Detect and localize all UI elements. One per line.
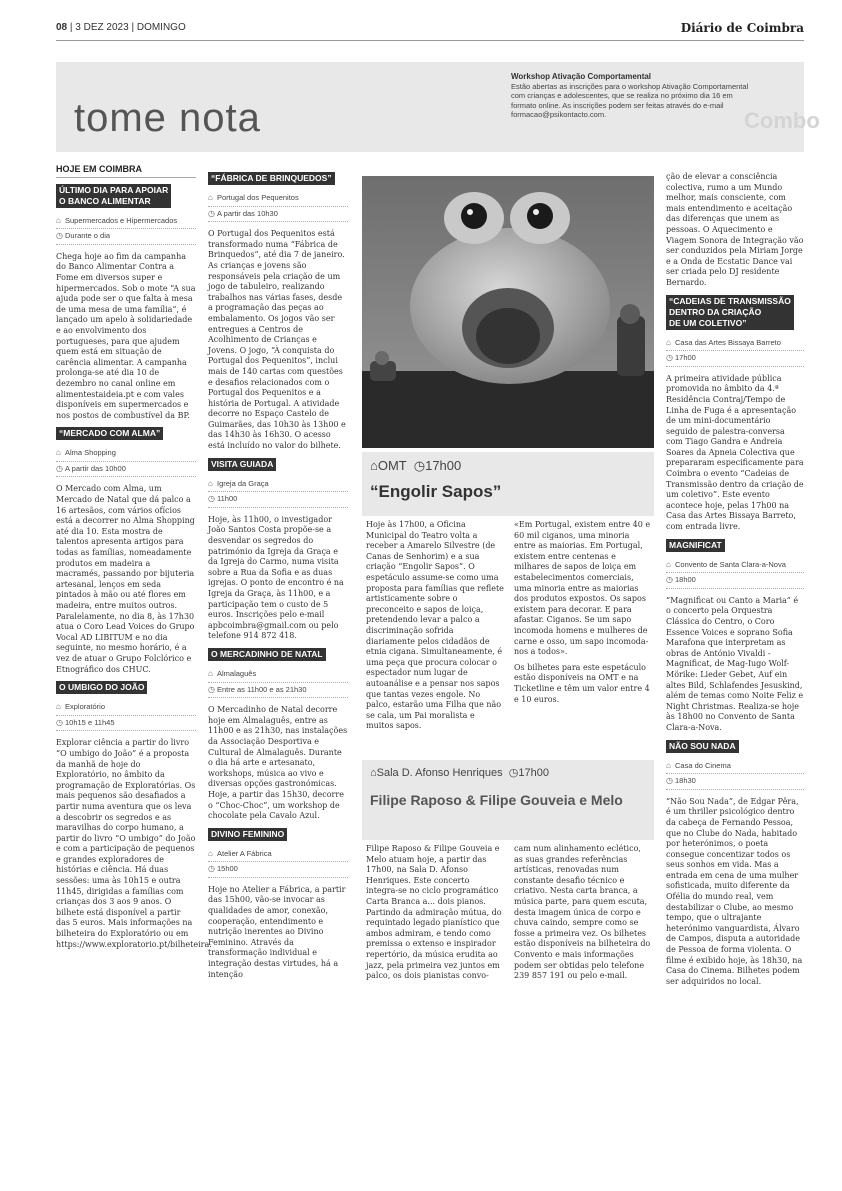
listing-item <box>208 828 348 981</box>
venue-line: ⌂ Igreja da Graça <box>208 477 348 493</box>
listing-tag: O UMBIGO DO JOÃO <box>56 681 147 694</box>
location-icon: ⌂ <box>56 702 61 712</box>
clock-icon: ◷ <box>56 463 63 473</box>
listing-item <box>666 539 804 734</box>
listing-item <box>208 648 348 822</box>
clock-icon: ◷ <box>666 575 673 585</box>
time-line: ◷ 17h00 <box>666 351 804 367</box>
listing-item <box>666 295 804 533</box>
listing-text: O Portugal dos Pequenitos está transformado numa “Fábrica de Brinquedos”, até dia 7 de janeiro. As crianças e jovens são responsáveis pela criação de um jogo de tabuleiro, realizando trabalhos nas várias fases, desde a programação das peças ao embalamento. Os jogos vão ser entregues a Centros de Acolhimento de Crianças e Jovens. O jogo, “À conquista do Portugal dos Pequenitos”, inclui mais de 140 cartas com questões e desafios relacionados com o Portugal dos Pequenitos e a história de Portugal. A atividade decorre no Espaço Castelo de Guimarães, das 10h30 às 13h00 e das 14h30 às 16h30. O acesso está incluído no valor do bilhete. <box>208 229 346 451</box>
workshop-note <box>511 72 751 120</box>
workshop-text: Estão abertas as inscrições para o workshop Ativação Comportamental com crianças e adolescentes, que se realiza no próximo dia 16 em formato online. As inscrições podem ser feitas através do e-mail formacao@psikontacto.com. <box>511 81 749 119</box>
event-text-col-a: Hoje às 17h00, a Oficina Municipal do Teatro volta a receber a Amarelo Silvestre (de Canas de Senhorim) e a sua criação “Engolir Sapos”. O espetáculo assume-se como uma proposta para famílias que reflete artisticamente sobre o preconceito e sapos de loiça, pretendendo levar a palco a discriminação sofrida diariamente pelos cidadãos de etnia cigana. Simultaneamente, é uma peça que procura colocar o espectador num lugar de autoanálise e a pensar nos sapos que tantas vezes engole. No palco, estarão uma Filha que não se cala, um Pai moralista e muitos sapos. <box>366 520 504 731</box>
location-icon: ⌂ <box>666 760 671 770</box>
event-title: Filipe Raposo & Filipe Gouveia e Melo <box>370 792 623 808</box>
listing-item <box>208 172 348 452</box>
clock-icon: ◷ <box>56 717 63 727</box>
venue-line: ⌂ Almalaguês <box>208 667 348 683</box>
listing-tag: “MERCADO COM ALMA” <box>56 427 163 440</box>
listing-tag: O MERCADINHO DE NATAL <box>208 648 326 661</box>
time-line: ◷ 11h00 <box>208 492 348 508</box>
clock-icon: ◷ <box>208 684 215 694</box>
clock-icon: ◷ <box>508 767 519 779</box>
column-listings-4 <box>666 172 804 993</box>
issue-date: 3 DEZ 2023 <box>75 22 129 33</box>
section-title: tome nota <box>74 96 261 140</box>
time-line: ◷ A partir das 10h00 <box>56 462 196 478</box>
location-icon: ⌂ <box>208 478 213 488</box>
event-text-col-b: «Em Portugal, existem entre 40 e 60 mil ciganos, uma minoria entre as maiorias. Em Portugal, existem entre centenas e milhares de sapos de loiça em estabelecimentos comerciais, uma minoria entre as maiorias dos produtos expostos. Os sapos existem para decorar. E para afastar. Ciganos. Se um sapo incomoda homens e mulheres de carne e osso, um sapo incomoda-nos a todos». <box>514 520 651 657</box>
clock-icon: ◷ <box>413 458 426 473</box>
venue-line: ⌂ Alma Shopping <box>56 446 196 462</box>
column-hoje-em-coimbra <box>56 164 212 956</box>
event-venue-time: ⌂Sala D. Afonso Henriques ◷17h00 <box>370 767 549 779</box>
listing-text: “Não Sou Nada”, de Edgar Pêra, é um thriller psicológico dentro da cabeça de Fernando Pessoa, que no Clube do Nada, habitado por heterónimos, o poeta consegue concentizar todos os seus sonhos em vida. Mas a entrada em cena de uma mulher sofisticada, muito diferente da Ofélia do mundo real, vem destabilizar o Clube, ao mesmo tempo, que o ultrajante heterónimo vanguardista, Álvaro de Campos, disputa a autoridade de Pessoa de forma violenta. O filme é exibido hoje, às 18h30, na Casa do Cinema. Bilhetes podem ser adquiridos no local. <box>666 796 803 986</box>
event-body-sala <box>366 844 654 987</box>
event-photo <box>362 176 654 448</box>
venue-line: ⌂ Casa das Artes Bissaya Barreto <box>666 336 804 352</box>
bleed-through-text: Combo <box>744 108 820 133</box>
header-divider <box>56 40 804 41</box>
time-line: ◷ Entre as 11h00 e as 21h30 <box>208 683 348 699</box>
time-line: ◷ 18h30 <box>666 774 804 790</box>
listing-tag: NÃO SOU NADA <box>666 740 739 753</box>
clock-icon: ◷ <box>208 208 215 218</box>
location-icon: ⌂ <box>666 337 671 347</box>
venue-line: ⌂ Exploratório <box>56 700 196 716</box>
page-number: 08 <box>56 22 68 33</box>
listing-text: O Mercado com Alma, um Mercado de Natal que dá palco a 16 artesãos, com vários ofícios está a decorrer no Alma Shopping até dia 10. Esta mostra de talentos apresenta artigos para todas as famílias, nomeadamente produtos em madeira a macramés, passando por bijuteria artesanal, lenços em seda pintados à mão ou até flores em madeira, entre muitos outros. Paralelamente, no dia 8, às 17h30 atua o Coro Lead Voices do Grupo Vocal AD LIBITUM e no dia seguinte, no mesmo horário, é a vez de atuar o Grupo Folclórico e Etnográfico dos CHUC. <box>56 484 195 674</box>
location-icon: ⌂ <box>208 848 213 858</box>
location-icon: ⌂ <box>56 215 61 225</box>
clock-icon: ◷ <box>666 353 673 363</box>
time-line: ◷ A partir das 10h30 <box>208 207 348 223</box>
event-venue-time: ⌂OMT ◷17h00 <box>370 458 462 473</box>
workshop-title: Workshop Ativação Comportamental <box>511 72 652 81</box>
newspaper-logo: Diário de Coimbra <box>680 21 804 35</box>
clock-icon: ◷ <box>208 494 215 504</box>
time-line: ◷ 15h00 <box>208 862 348 878</box>
listing-item <box>56 681 212 950</box>
listing-tag: MAGNIFICAT <box>666 539 725 552</box>
listing-text: A primeira atividade pública promovida no âmbito da 4.ª Residência Contraj/Tempo de Linha de Fuga é a apresentação de um mini-documentário seguido de palestra-conversa com Tiago Gandra e Andreia Soares da Apneia Colectiva que prepararam especificamente para Coimbra o evento “Cadeias de Transmissão dentro da criação de um coletivo”. Este evento acontece hoje, pelas 17h00 na Casa das Artes Bissaya Barreto, com entrada livre. <box>666 373 804 532</box>
issue-weekday: DOMINGO <box>136 22 186 33</box>
event-text-col-a: Filipe Raposo & Filipe Gouveia e Melo atuam hoje, a partir das 17h00, na Sala D. Afonso Henriques. Este concerto integra-se no ciclo programático Carta Branca a... dois pianos. Partindo da admiração mútua, do requintado legado pianístico que ambos admiram, e tendo como premissa o extenso e inspirador repertório, da música erudita ao jazz, pela primeira vez juntos em palco, os dois pianistas convo- <box>366 844 502 981</box>
location-icon: ⌂ <box>208 193 213 202</box>
event-body-omt <box>366 520 654 737</box>
venue-line: ⌂ Convento de Santa Clara-a-Nova <box>666 558 804 574</box>
section-banner <box>56 62 820 152</box>
location-icon: ⌂ <box>208 668 213 678</box>
event-header-sala <box>362 760 654 840</box>
location-icon: ⌂ <box>666 559 671 569</box>
location-icon: ⌂ <box>370 767 377 779</box>
venue-line: ⌂ Atelier A Fábrica <box>208 847 348 863</box>
listing-tag: “CADEIAS DE TRANSMISSÃO DENTRO DA CRIAÇÃO DE UM COLETIVO” <box>666 295 794 330</box>
frog-on-stage-illustration <box>362 176 654 448</box>
location-icon: ⌂ <box>370 458 378 473</box>
listing-tag: DIVINO FEMININO <box>208 828 287 841</box>
column-listings-2 <box>208 172 348 986</box>
time-line: ◷ 10h15 e 11h45 <box>56 716 196 732</box>
listing-item <box>56 184 196 422</box>
event-title: “Engolir Sapos” <box>370 482 502 501</box>
listing-text: “Magnificat ou Canto a Maria” é o concerto pela Orquestra Clássica do Centro, o Coro Essence Voices e soprano Sofia Marafona que interpretam as obras de António Vivaldi - Magnificat, de Mag-Iugo Wolf-Mörike: Lieder Gebet, Auf ein altes Bild, Schlafendes Jesuskind, além de temas como Noite Feliz e Night Christmas. Realiza-se hoje às 18h00 no Convento de Santa Clara-a-Nova. <box>666 595 804 732</box>
listing-item <box>56 427 196 675</box>
venue-line: ⌂ Supermercados e Hipermercados <box>56 214 196 230</box>
listing-tag: ÚLTIMO DIA PARA APOIAR O BANCO ALIMENTAR <box>56 184 171 208</box>
clock-icon: ◷ <box>208 864 215 874</box>
listing-text: Chega hoje ao fim da campanha do Banco Alimentar Contra a Fome em diversos super e hipermercados. Sob o mote “A sua ajuda pode ser o que falta à mesa de uma mesa de uma família”, é lançado um apelo à solidariedade e ao envolvimento dos portugueses, para que ajudem quem está em situação de carência alimentar. A campanha prolonga-se até dia 10 de dezembro no canal online em alimentestaideia.pt e com vales disponíveis em supermercados e nos postos de combustível da BP. <box>56 251 196 420</box>
listing-tag: “FÁBRICA DE BRINQUEDOS” <box>208 172 335 185</box>
time-line: ◷ Durante o dia <box>56 229 196 245</box>
listing-item <box>666 740 804 988</box>
listing-item <box>208 458 348 642</box>
event-header-omt <box>362 452 654 516</box>
listing-text: Hoje, às 11h00, o investigador João Santos Costa propõe-se a desvendar os segredos do património da Igreja da Graça e da Igreja do Carmo, numa visita sobre a Rua da Sofia e as duas igrejas. O ponto de encontro é na Igreja da Graça, às 11h00, e a participação tem o custo de 5 euros. Inscrições pelo e-mail apbcoimbra@gmail.com ou pelo telefone 914 872 418. <box>208 514 344 641</box>
time-line: ◷ 18h00 <box>666 573 804 589</box>
listing-text: Hoje no Atelier a Fábrica, a partir das 15h00, vão-se invocar as qualidades de amor, conexão, cooperação, entendimento e nutrição inerentes ao Divino Feminino. Através da transformação individual e integração destas virtudes, há a intenção <box>208 884 346 979</box>
clock-icon: ◷ <box>56 231 63 241</box>
page-header: 08 | 3 DEZ 2023 | DOMINGO Diário de Coimbra <box>56 21 804 35</box>
event-text-col-b: cam num alinhamento eclético, as suas grandes referências artísticas, renovadas num constante desafio técnico e criativo. Nesta carta branca, a música parte, para quem escuta, desta imagem única de corpo e chuva caindo, sempre como se fosse a primeira vez. Os bilhetes estão disponíveis na bilheteira do Convento e mais informações podem ser obtidas pelo telefone 239 857 191 ou pelo e-mail. <box>514 844 651 981</box>
listing-tag: VISITA GUIADA <box>208 458 276 471</box>
venue-line: ⌂ Portugal dos Pequenitos <box>208 191 348 207</box>
column-heading: HOJE EM COIMBRA <box>56 164 196 178</box>
listing-text: Explorar ciência a partir do livro “O umbigo do João” é a proposta da manhã de hoje do Exploratório, no âmbito da programação de Exploratórias. Os mais pequenos são desafiados a partir numa aventura que os leva a descobrir os segredos e as maravilhas do corpo humano, a partir do livro “O umbigo” do João e com a participação de pequenos e grandes exploradores de histórias e ciência. Há duas sessões: uma às 10h15 e outra 11h45, dirigidas a famílias com crianças dos 3 aos 9 anos. O bilhete está disponível a partir das 5 euros. Mais informações na bilheteira do Exploratório ou em https://www.exploratorio.pt/bilheteira. <box>56 738 212 949</box>
location-icon: ⌂ <box>56 448 61 458</box>
clock-icon: ◷ <box>666 776 673 786</box>
listing-text: O Mercadinho de Natal decorre hoje em Almalaguês, entre as 11h00 e as 21h30, nas instalações da Associação Desportiva e Cultural de Almalaguês. Durante o dia há arte e artesanato, workshops, música ao vivo e diversas opções gastronómicas. Hoje, a partir das 15h30, decorre o “Choc-Choc”, um workshop de chocolate pela Cavalo Azul. <box>208 705 348 821</box>
continued-text: ção de elevar a consciência colectiva, rumo a um Mundo melhor, mais consciente, com mais entendimento e aceitação das diferenças que unem as pessoas. O Aquecimento e Viagem Sonora de Integração vão ser conduzidos pela Miriam Jorge e a Onda de Ecstatic Dance vai ser criada pelo DJ residente Bernardo. <box>666 172 804 287</box>
venue-line: ⌂ Casa do Cinema <box>666 759 804 775</box>
event-text-col-b2: Os bilhetes para este espetáculo estão disponíveis na OMT e na Ticketline e têm um valor entre 4 e 10 euros. <box>514 662 650 704</box>
